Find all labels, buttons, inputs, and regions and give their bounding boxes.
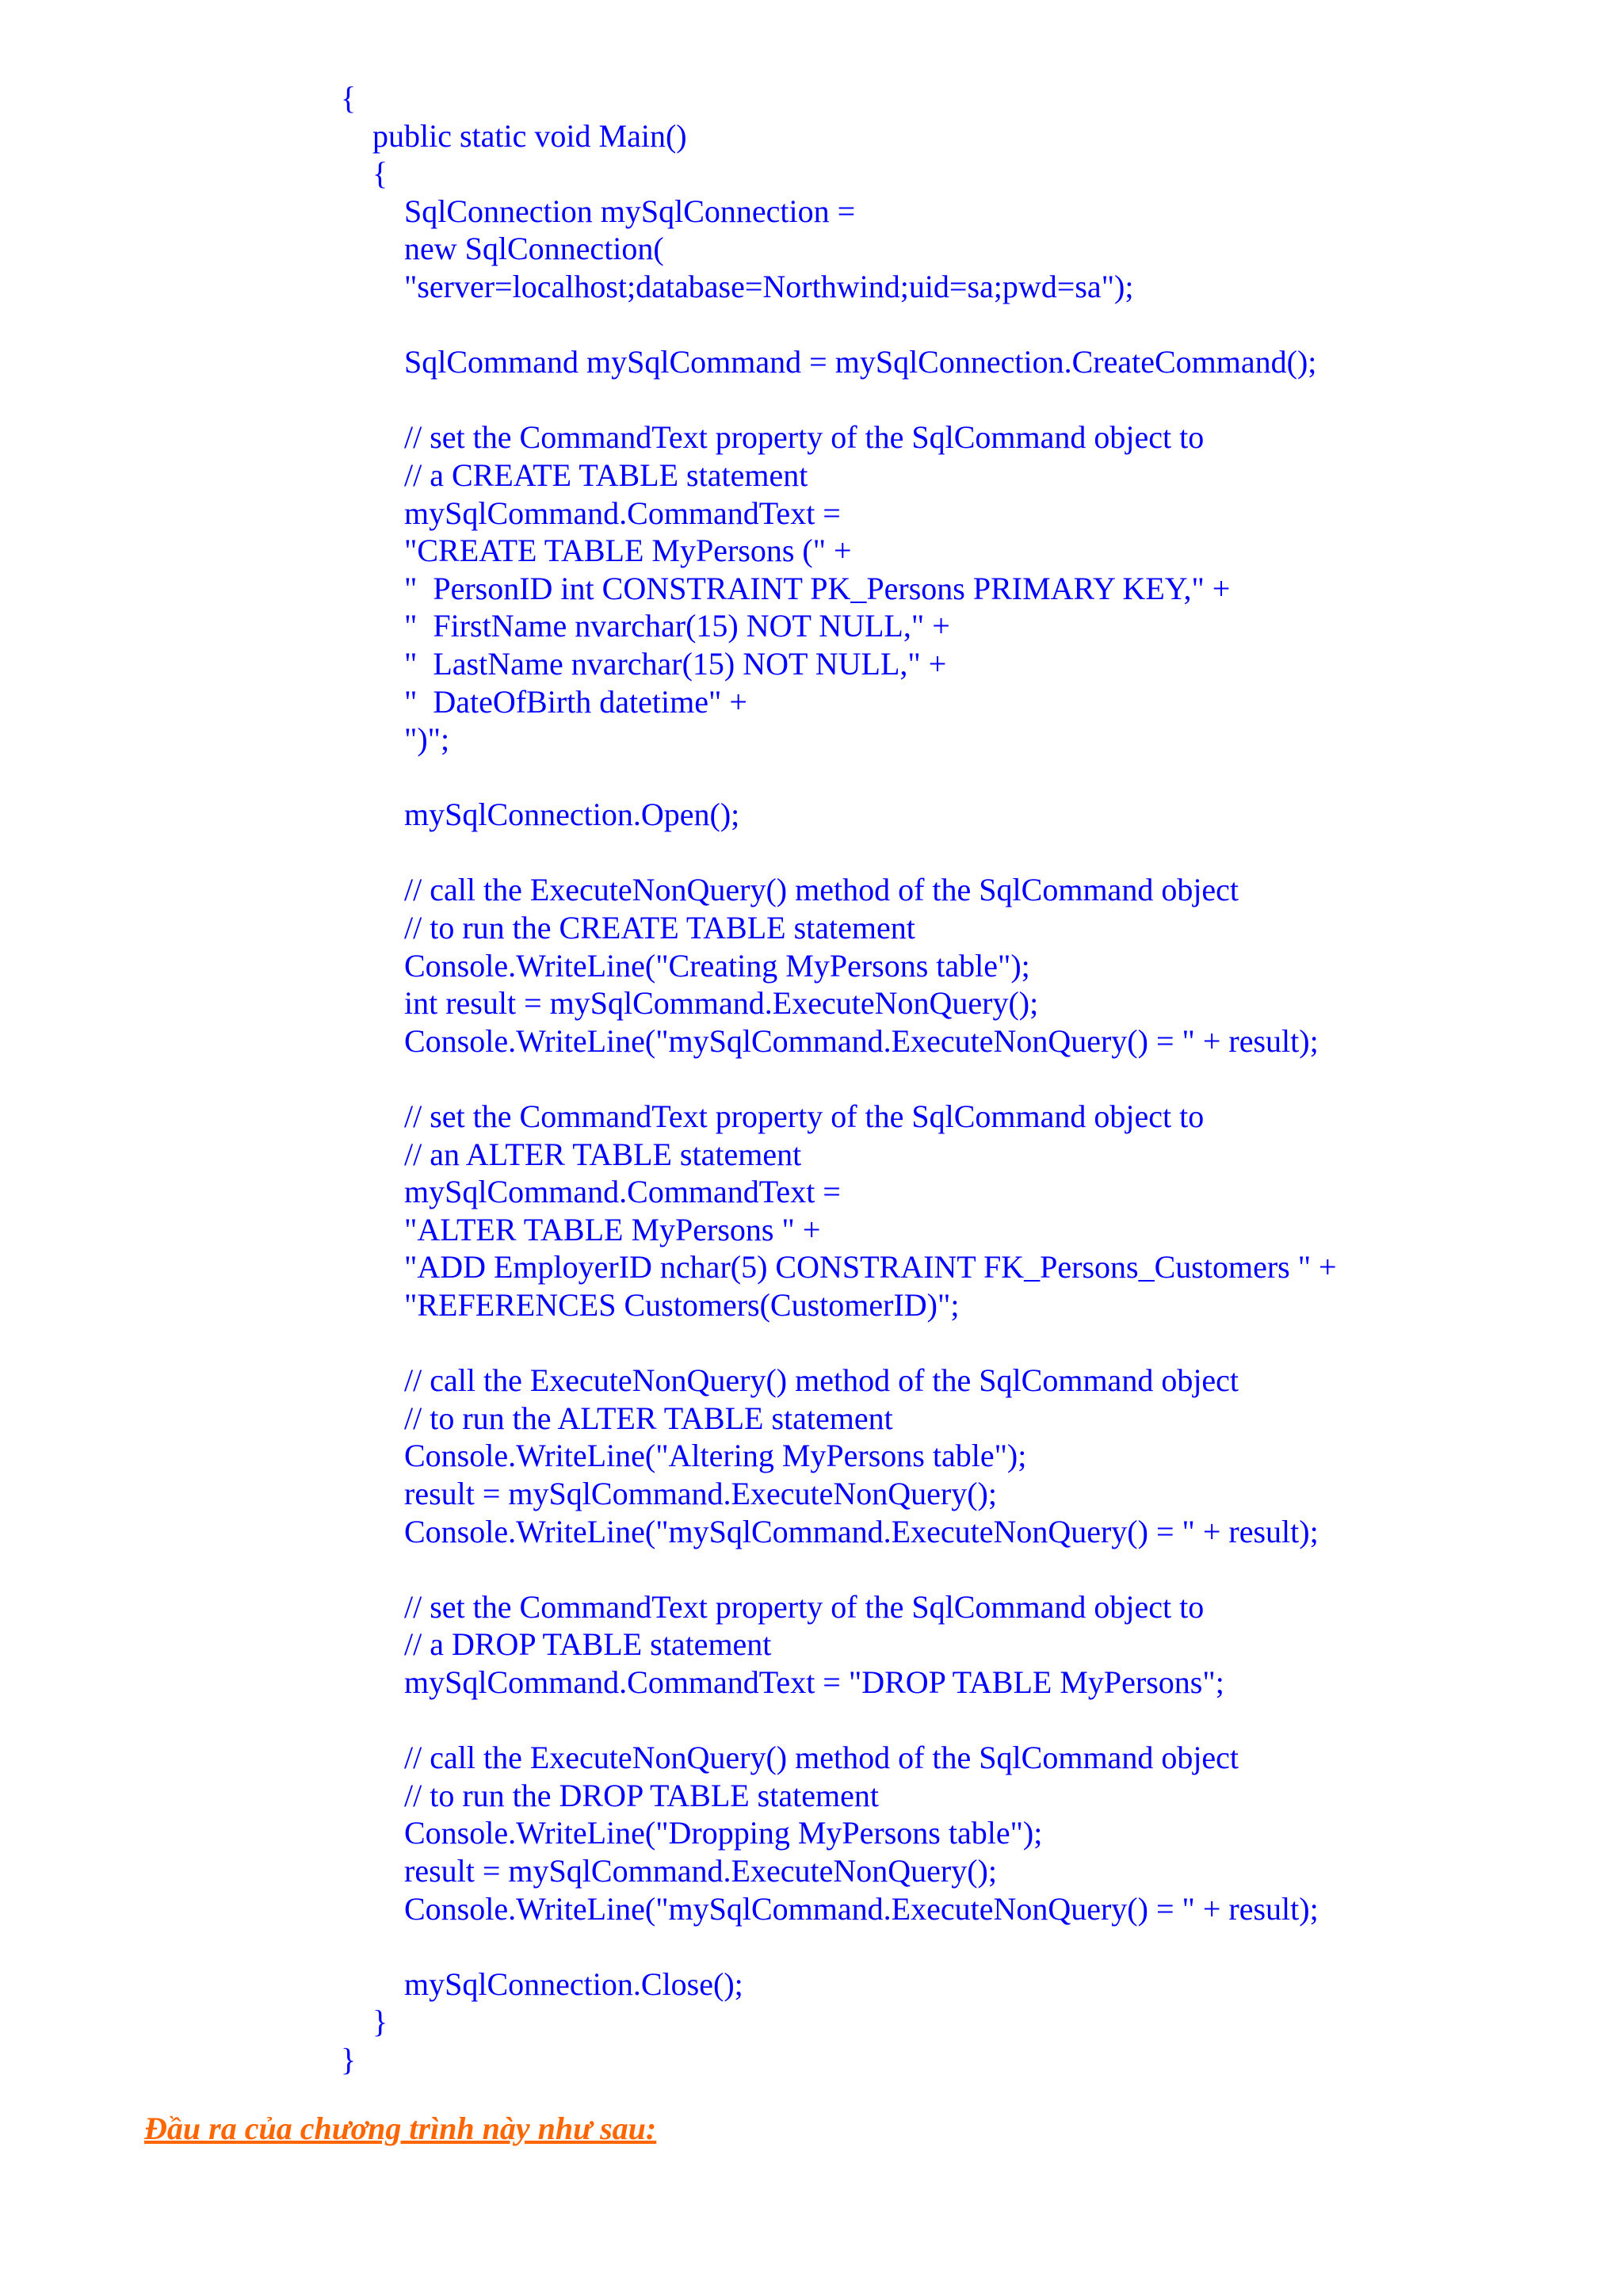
code-line: "ADD EmployerID nchar(5) CONSTRAINT FK_Persons_Customers " + [341,1249,1337,1286]
code-line: } [341,2041,357,2077]
code-line: // a CREATE TABLE statement [341,457,808,493]
code-line: " DateOfBirth datetime" + [341,683,747,720]
code-line: // to run the ALTER TABLE statement [341,1400,893,1436]
code-line [341,1060,1577,1098]
code-line: mySqlCommand.CommandText = "DROP TABLE MyPersons"; [341,1664,1224,1700]
code-line: "REFERENCES Customers(CustomerID)"; [341,1287,960,1323]
code-line: { [341,80,357,116]
code-line: { [341,155,388,192]
code-line: // call the ExecuteNonQuery() method of the SqlCommand object [341,1740,1239,1776]
code-line: result = mySqlCommand.ExecuteNonQuery(); [341,1475,997,1511]
code-line [341,306,1577,344]
code-line: "ALTER TABLE MyPersons " + [341,1211,821,1247]
code-line: Console.WriteLine("mySqlCommand.ExecuteNonQuery() = " + result); [341,1890,1319,1927]
code-line [341,1702,1577,1740]
code-line: Console.WriteLine("mySqlCommand.ExecuteNonQuery() = " + result); [341,1513,1319,1549]
code-line [341,758,1577,797]
code-listing [341,79,1577,2078]
code-line: // call the ExecuteNonQuery() method of the SqlCommand object [341,1362,1239,1399]
code-line: public static void Main() [341,117,687,154]
code-line: " LastName nvarchar(15) NOT NULL," + [341,645,947,682]
code-line [341,381,1577,419]
code-line: Console.WriteLine("mySqlCommand.ExecuteNonQuery() = " + result); [341,1022,1319,1059]
code-line [341,834,1577,872]
code-line: Console.WriteLine("Dropping MyPersons table"); [341,1815,1043,1851]
code-line: int result = mySqlCommand.ExecuteNonQuery(); [341,985,1039,1022]
code-line: new SqlConnection( [341,231,664,267]
code-line: result = mySqlCommand.ExecuteNonQuery(); [341,1852,997,1889]
code-line [341,1550,1577,1588]
code-line: mySqlConnection.Close(); [341,1966,743,2002]
code-line: mySqlCommand.CommandText = [341,1174,841,1210]
code-line: mySqlConnection.Open(); [341,797,740,833]
code-line: // set the CommandText property of the SqlCommand object to [341,419,1205,456]
code-line: mySqlCommand.CommandText = [341,495,841,531]
code-line: Console.WriteLine("Altering MyPersons table"); [341,1438,1027,1474]
code-line [341,1324,1577,1362]
code-line: // a DROP TABLE statement [341,1626,772,1663]
output-heading: Đầu ra của chương trình này như sau: [144,2111,657,2146]
code-line: " FirstName nvarchar(15) NOT NULL," + [341,608,950,644]
code-line: ")"; [341,721,450,758]
code-line: // call the ExecuteNonQuery() method of the SqlCommand object [341,872,1239,908]
code-line: } [341,2004,388,2040]
code-line: Console.WriteLine("Creating MyPersons table"); [341,947,1030,984]
code-line: "CREATE TABLE MyPersons (" + [341,533,852,569]
code-line: // an ALTER TABLE statement [341,1136,802,1172]
code-line: SqlConnection mySqlConnection = [341,193,856,229]
code-line: " PersonID int CONSTRAINT PK_Persons PRIMARY KEY," + [341,570,1231,606]
code-line: // to run the DROP TABLE statement [341,1777,879,1813]
code-line: SqlCommand mySqlCommand = mySqlConnection.CreateCommand(); [341,344,1317,380]
code-line: // set the CommandText property of the SqlCommand object to [341,1588,1205,1625]
code-line: // set the CommandText property of the SqlCommand object to [341,1098,1205,1135]
code-line [341,1927,1577,1966]
code-line: // to run the CREATE TABLE statement [341,910,915,946]
code-line: "server=localhost;database=Northwind;uid=sa;pwd=sa"); [341,268,1134,304]
